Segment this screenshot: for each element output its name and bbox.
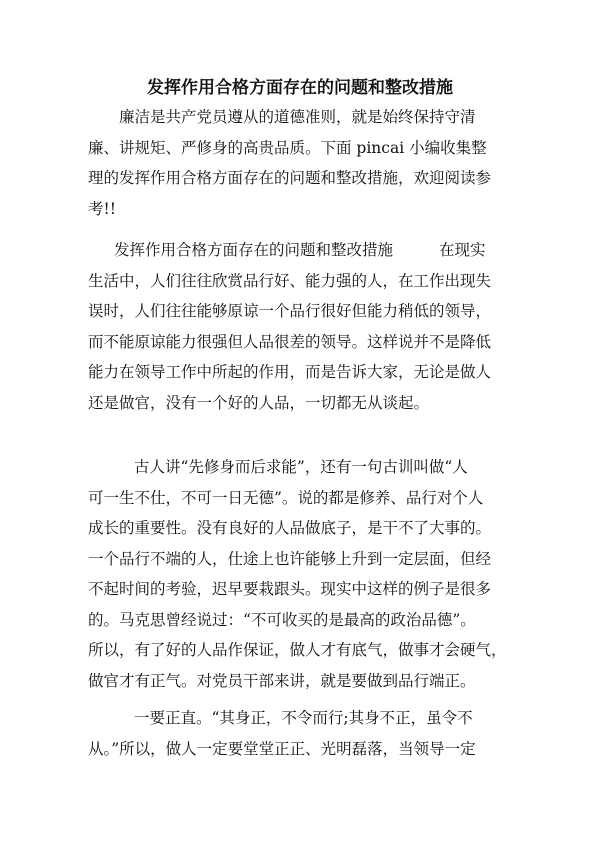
section-first-line-rest: 在现实 — [439, 241, 486, 259]
section-first-line — [88, 235, 516, 266]
para3-line-1: 一要正直。“其身正，不令而行;其身不正，虽令不 — [134, 709, 473, 727]
section-paragraph — [88, 235, 516, 418]
intro-paragraph — [88, 102, 516, 224]
para2-line-5: 不起时间的考验，迟早要栽跟头。现实中这样的例子是很多 — [88, 580, 492, 598]
section-line-4: 而不能原谅能力很强但人品很差的领导。这样说并不是降低 — [88, 332, 492, 351]
paragraph-2 — [88, 452, 516, 696]
para3-line-2: 从。”所以，做人一定要堂堂正正、光明磊落，当领导一定 — [88, 739, 476, 758]
section-heading: 发挥作用合格方面存在的问题和整改措施 — [114, 241, 394, 259]
section-line-6: 还是做官，没有一个好的人品，一切都无从谈起。 — [88, 393, 430, 412]
section-line-2: 生活中，人们往往欣赏品行好、能力强的人，在工作出现失 — [88, 271, 492, 290]
intro-line-1: 廉洁是共产党员遵从的道德准则，就是始终保持守清 — [119, 108, 476, 126]
para2-line-4: 一个品行不端的人，仕途上也许能够上升到一定层面，但经 — [88, 549, 492, 568]
intro-line-3: 理的发挥作用合格方面存在的问题和整改措施，欢迎阅读参 — [88, 169, 492, 187]
document-title: 发挥作用合格方面存在的问题和整改措施 — [147, 78, 453, 98]
para2-line-6: 的。马克思曾经说过：“不可收买的是最高的政治品德”。 — [88, 610, 476, 629]
section-line-5: 能力在领导工作中所起的作用，而是告诉大家，无论是做人 — [88, 363, 492, 381]
paragraph-3 — [88, 703, 516, 764]
intro-line-2: 廉、讲规矩、严修身的高贵品质。下面 pincai 小编收集整 — [88, 138, 487, 157]
para2-line-1: 古人讲“先修身而后求能”，还有一句古训叫做“人 — [134, 458, 468, 476]
intro-line-4: 考!! — [88, 199, 116, 218]
para2-line-2: 可一生不仕，不可一日无德”。说的都是修养、品行对个人 — [88, 488, 484, 507]
para2-line-7: 所以，有了好的人品作保证，做人才有底气，做事才会硬气， — [88, 641, 507, 659]
para2-line-8: 做官才有正气。对党员干部来讲，就是要做到品行端正。 — [88, 671, 476, 690]
section-line-3: 误时，人们往往能够原谅一个品行很好但能力稍低的领导， — [88, 302, 492, 320]
para2-line-3: 成长的重要性。没有良好的人品做底子，是干不了大事的。 — [88, 519, 492, 537]
